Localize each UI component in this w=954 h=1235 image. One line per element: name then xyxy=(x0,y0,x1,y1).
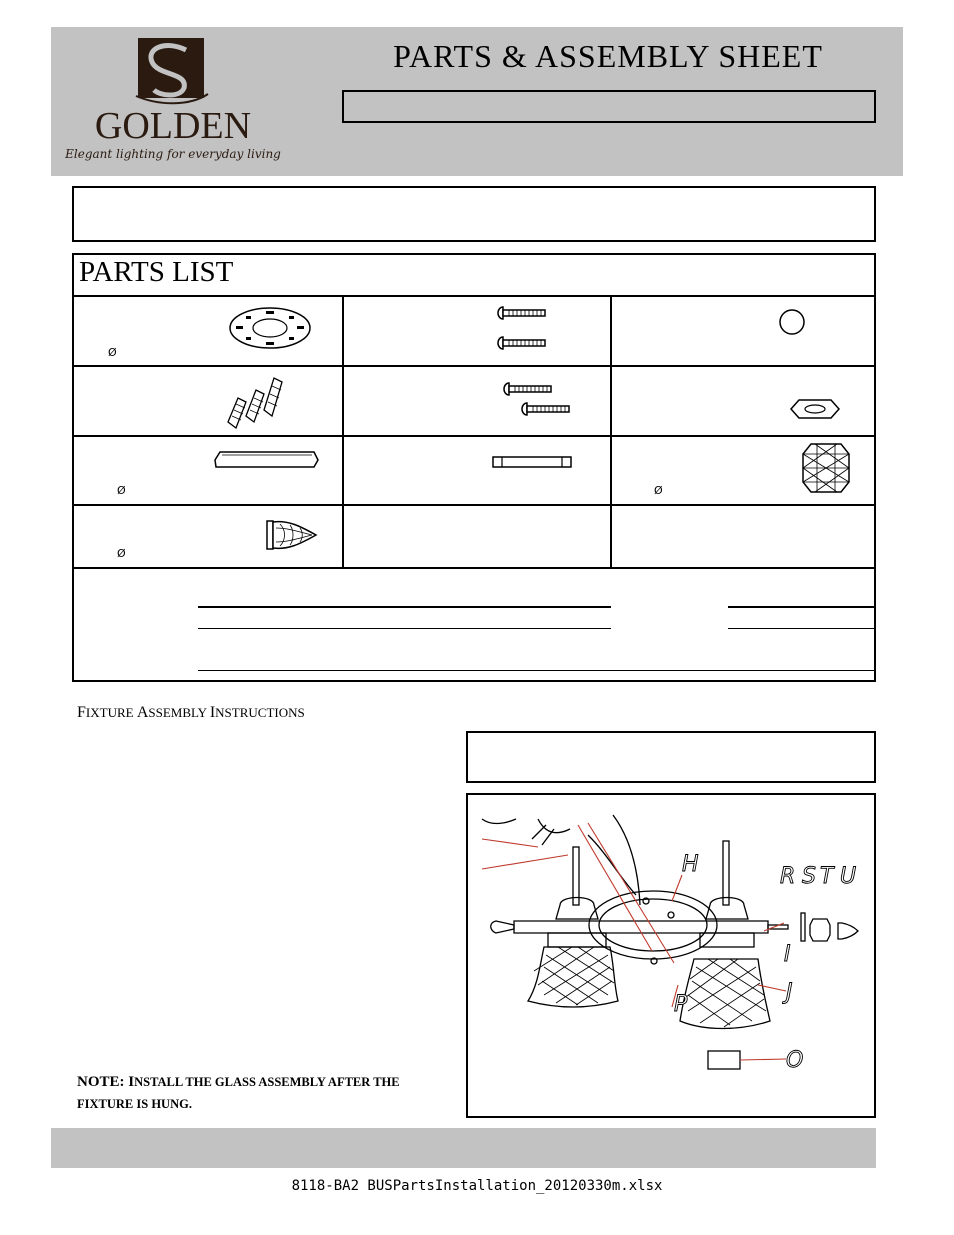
parts-list-table xyxy=(72,253,876,682)
decorative-finial-icon xyxy=(266,518,318,552)
hex-nut-icon xyxy=(789,398,841,420)
label-t: T xyxy=(820,864,834,889)
grid-line xyxy=(72,567,876,569)
page-title: PARTS & ASSEMBLY SHEET xyxy=(393,38,823,74)
diameter-symbol: Ø xyxy=(654,484,663,497)
label-o: O xyxy=(786,1048,804,1073)
field-line xyxy=(728,628,875,629)
screw-set-icon xyxy=(503,381,573,419)
wire-nut-icon xyxy=(224,372,288,430)
crystal-finial-icon xyxy=(801,442,851,494)
diameter-symbol: Ø xyxy=(117,484,126,497)
brand-tagline: Elegant lighting for everyday living xyxy=(65,147,281,161)
label-s: S xyxy=(802,864,816,889)
install-note: NOTE: INSTALL THE GLASS ASSEMBLY AFTER THE FIXTURE IS HUNG. xyxy=(77,1074,400,1111)
arm-bar-icon xyxy=(214,451,320,469)
instruction-note-box xyxy=(466,731,876,783)
file-name: 8118-BA2 BUSPartsInstallation_20120330m.xlsx xyxy=(291,1178,663,1194)
grid-line xyxy=(72,295,876,297)
assembly-instructions-title: FIXTURE ASSEMBLY INSTRUCTIONS xyxy=(77,704,305,721)
field-line xyxy=(198,606,611,608)
grid-line xyxy=(72,504,876,506)
model-description-box xyxy=(72,186,876,242)
golden-logo xyxy=(65,36,281,168)
field-line xyxy=(728,606,875,608)
screw-icon xyxy=(497,305,549,353)
grid-line xyxy=(72,365,876,367)
diameter-symbol: Ø xyxy=(117,547,126,560)
grid-line xyxy=(72,435,876,437)
label-j: J xyxy=(786,980,793,1005)
fixture-diagram xyxy=(468,795,874,1116)
mounting-plate-icon xyxy=(228,306,312,350)
parts-list-heading: PARTS LIST xyxy=(79,256,234,288)
grid-line xyxy=(610,295,612,569)
field-line xyxy=(198,670,875,671)
model-title-field xyxy=(342,90,876,123)
label-p: P xyxy=(674,992,688,1017)
rod-icon xyxy=(492,456,572,468)
label-u: U xyxy=(840,864,857,889)
grid-line xyxy=(342,295,344,569)
label-h: H xyxy=(682,852,699,877)
assembly-diagram xyxy=(466,793,876,1118)
cap-icon xyxy=(778,308,806,336)
diameter-symbol: Ø xyxy=(108,346,117,359)
brand-name: GOLDEN xyxy=(94,105,252,147)
field-line xyxy=(198,628,611,629)
label-i: I xyxy=(784,942,791,967)
label-r: R xyxy=(780,864,796,889)
footer-band xyxy=(51,1128,876,1168)
